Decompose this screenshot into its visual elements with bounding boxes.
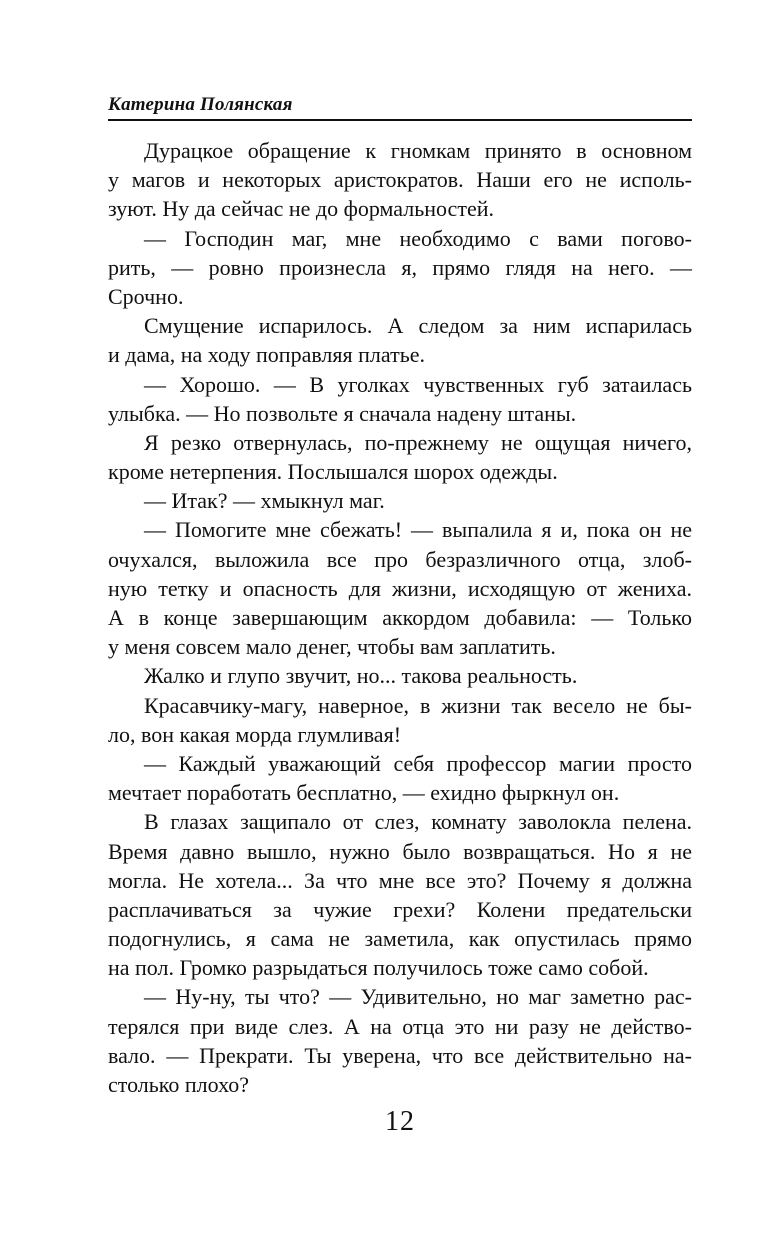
text-line: мечтает поработать бесплатно, — ехидно фыркнул он. xyxy=(108,780,620,806)
text-line: у меня совсем мало денег, чтобы вам заплатить. xyxy=(108,634,556,660)
text-line: на пол. Громко разрыдаться получилось тоже само собой. xyxy=(108,955,649,981)
text-line: вало. — Прекрати. Ты уверена, что все действительно на- xyxy=(108,1042,692,1068)
page-number: 12 xyxy=(385,1106,415,1137)
text-line: — Итак? — хмыкнул маг. xyxy=(144,488,385,514)
text-line: Время давно вышло, нужно было возвращаться. Но я не xyxy=(108,838,692,864)
text-line: кроме нетерпения. Послышался шорох одежды. xyxy=(108,459,558,485)
text-line: расплачиваться за чужие грехи? Колени предательски xyxy=(108,896,692,922)
text-line: Я резко отвернулась, по-прежнему не ощущая ничего, xyxy=(144,429,692,455)
text-line: улыбка. — Но позвольте я сначала надену штаны. xyxy=(108,400,577,426)
body-text xyxy=(108,136,692,1099)
text-line: ную тетку и опасность для жизни, исходящую от жениха. xyxy=(108,575,692,601)
text-line: очухался, выложила все про безразличного отца, злоб- xyxy=(108,546,692,572)
text-line: Смущение испарилось. А следом за ним испарилась xyxy=(144,313,692,339)
text-line: В глазах защипало от слез, комнату заволокла пелена. xyxy=(144,809,692,835)
text-line: Жалко и глупо звучит, но... такова реальность. xyxy=(144,663,578,689)
text-line: могла. Не хотела... За что мне все это? Почему я должна xyxy=(108,867,692,893)
text-line: зуют. Ну да сейчас не до формальностей. xyxy=(108,196,494,222)
text-line: ло, вон какая морда глумливая! xyxy=(108,721,402,747)
text-line: — Помогите мне сбежать! — выпалила я и, пока он не xyxy=(144,517,692,543)
text-line: Срочно. xyxy=(108,283,184,309)
text-line: терялся при виде слез. А на отца это ни разу не действо- xyxy=(108,1013,692,1039)
text-line: — Господин маг, мне необходимо с вами погово- xyxy=(144,225,692,251)
text-line: подогнулись, я сама не заметила, как опустилась прямо xyxy=(108,926,692,952)
running-head-author: Катерина Полянская xyxy=(108,94,293,115)
text-line: — Хорошо. — В уголках чувственных губ затаилась xyxy=(144,371,692,397)
text-line: А в конце завершающим аккордом добавила: — Только xyxy=(108,605,692,630)
text-line: и дама, на ходу поправляя платье. xyxy=(108,342,426,368)
text-line: Дурацкое обращение к гномкам принято в основном xyxy=(144,138,692,163)
text-line: у магов и некоторых аристократов. Наши его не исполь- xyxy=(108,167,692,193)
text-line: — Ну-ну, ты что? — Удивительно, но маг заметно рас- xyxy=(144,984,692,1010)
text-line: Красавчику-магу, наверное, в жизни так весело не бы- xyxy=(144,692,692,718)
text-line: рить, — ровно произнесла я, прямо глядя на него. — xyxy=(108,254,692,280)
header-rule xyxy=(108,119,692,121)
text-line: столько плохо? xyxy=(108,1072,250,1097)
text-line: — Каждый уважающий себя профессор магии просто xyxy=(144,750,692,776)
